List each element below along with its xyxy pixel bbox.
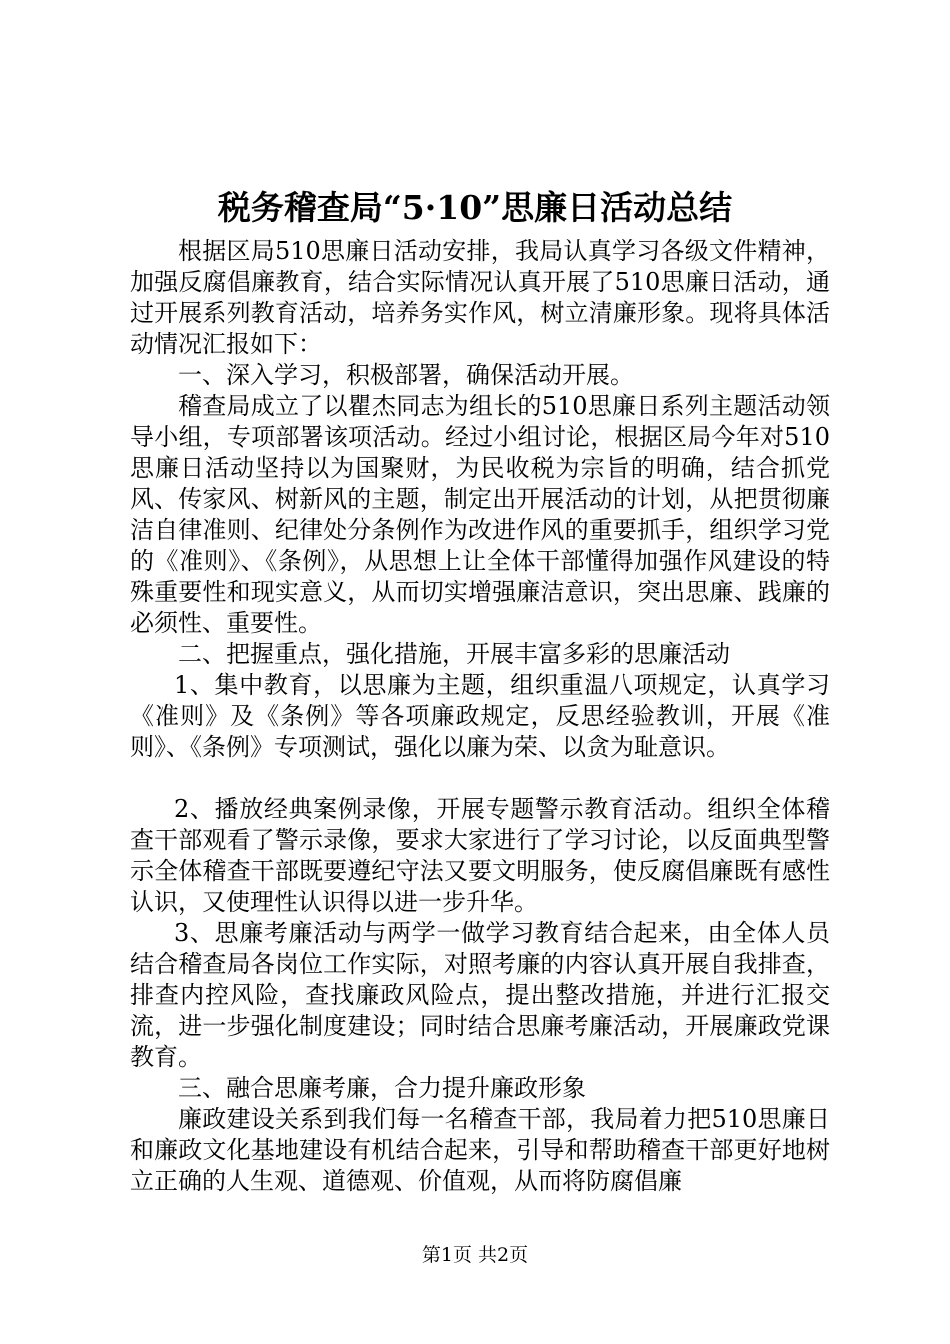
page-footer: 第1页 共2页	[421, 1244, 529, 1266]
paragraph-section-3: 廉政建设关系到我们每一名稽查干部，我局着力把510思廉日和廉政文化基地建设有机结合起来，引导和帮助稽查干部更好地树立正确的人生观、道德观、价值观，从而将防腐倡廉	[130, 1105, 830, 1195]
blank-line	[130, 763, 830, 794]
document-title: 税务稽查局“5·10”思廉日活动总结	[217, 188, 733, 227]
paragraph-intro: 根据区局510思廉日活动安排，我局认真学习各级文件精神，加强反腐倡廉教育，结合实际情况认真开展了510思廉日活动，通过开展系列教育活动，培养务实作风，树立清廉形象。现将具体活动情况汇报如下：	[130, 237, 830, 358]
section-heading-2: 二、把握重点，强化措施，开展丰富多彩的思廉活动	[178, 640, 730, 668]
paragraph-item-1: 1、集中教育，以思廉为主题，组织重温八项规定，认真学习《准则》及《条例》等各项廉政规定，反思经验教训，开展《准则》、《条例》专项测试，强化以廉为荣、以贪为耻意识。	[130, 671, 830, 761]
section-heading-1: 一、深入学习，积极部署，确保活动开展。	[178, 361, 634, 389]
document-body	[130, 236, 830, 1197]
paragraph-section-1: 稽查局成立了以瞿杰同志为组长的510思廉日系列主题活动领导小组，专项部署该项活动。经过小组讨论，根据区局今年对510思廉日活动坚持以为国聚财，为民收税为宗旨的明确，结合抓党风、传家风、树新风的主题，制定出开展活动的计划，从把贯彻廉洁自律准则、纪律处分条例作为改进作风的重要抓手，组织学习党的《准则》、《条例》，从思想上让全体干部懂得加强作风建设的特殊重要性和现实意义，从而切实增强廉洁意识，突出思廉、践廉的必须性、重要性。	[130, 392, 830, 637]
paragraph-item-2: 2、播放经典案例录像，开展专题警示教育活动。组织全体稽查干部观看了警示录像，要求大家进行了学习讨论，以反面典型警示全体稽查干部既要遵纪守法又要文明服务，使反腐倡廉既有感性认识，又使理性认识得以进一步升华。	[130, 795, 830, 916]
section-heading-3: 三、融合思廉考廉，合力提升廉政形象	[178, 1074, 586, 1102]
paragraph-item-3: 3、思廉考廉活动与两学一做学习教育结合起来，由全体人员结合稽查局各岗位工作实际，对照考廉的内容认真开展自我排查，排查内控风险，查找廉政风险点，提出整改措施，并进行汇报交流，进一步强化制度建设；同时结合思廉考廉活动，开展廉政党课教育。	[130, 919, 830, 1071]
